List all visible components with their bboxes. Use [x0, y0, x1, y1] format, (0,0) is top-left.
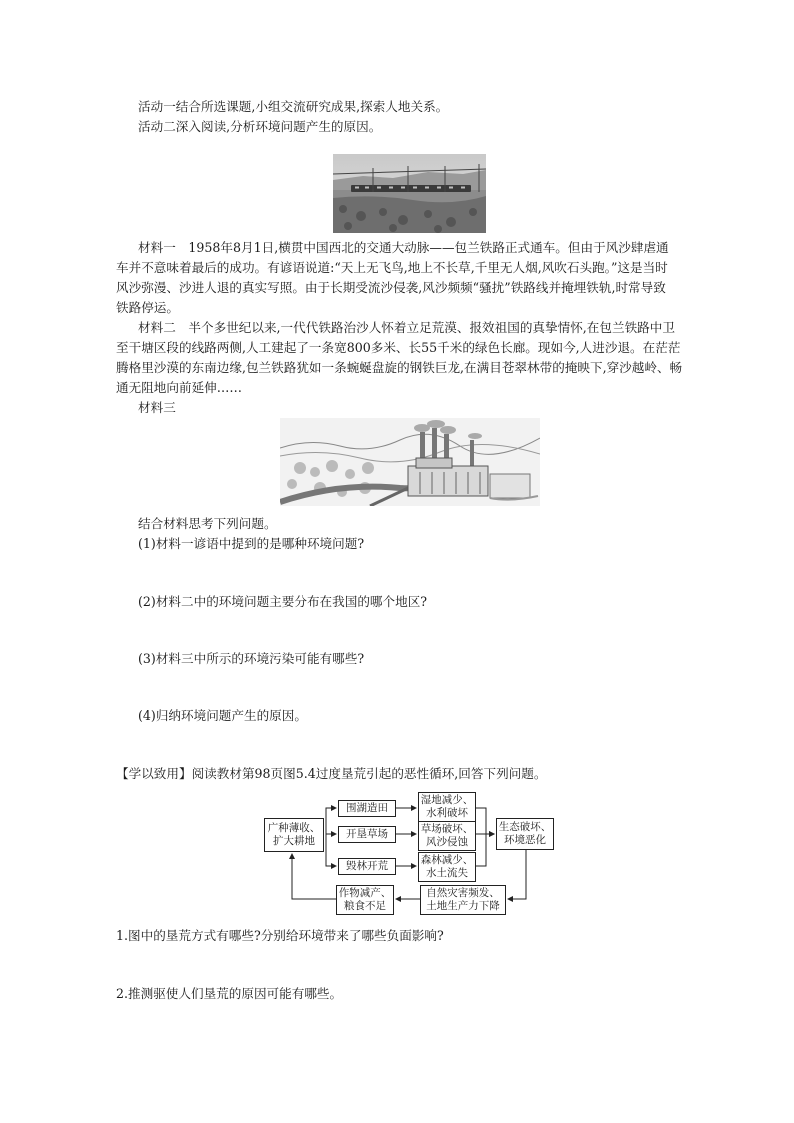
activity-2-text: 活动二深入阅读,分析环境问题产生的原因。 [138, 119, 382, 134]
material-2-line-3: 腾格里沙漠的东南边缘,包兰铁路犹如一条蜿蜒盘旋的钢铁巨龙,在满目苍翠林带的掩映下,穿沙越岭、畅 [116, 360, 683, 375]
question-3: (3)材料三中所示的环境污染可能有哪些? [138, 651, 365, 666]
material-1-line-4: 铁路停运。 [116, 300, 179, 315]
flow-impact-wetland-line-1: 湿地减少、 [420, 794, 474, 806]
flow-start-line-1: 广种薄收、 [267, 822, 321, 834]
factory-photo [280, 418, 540, 506]
flow-crop-box [336, 885, 394, 915]
flow-disaster-line-2: 土地生产力下降 [426, 900, 500, 912]
flow-crop-line-1: 作物减产、 [338, 887, 392, 899]
question-4: (4)归纳环境问题产生的原因。 [138, 708, 307, 723]
question-1: (1)材料一谚语中提到的是哪种环境问题? [138, 536, 365, 551]
flow-impact-forest-line-2: 水土流失 [426, 867, 468, 879]
material-2-line-2: 至干塘区段的线路两侧,人工建起了一条宽800多米、长55千米的绿色长廊。现如今,人进沙退。在茫茫 [116, 340, 681, 355]
flow-impact-grassland-line-1: 草场破坏、 [420, 823, 474, 835]
activity-1-text: 活动一结合所选课题,小组交流研究成果,探索人地关系。 [138, 99, 449, 114]
material-2-line-1: 材料二 半个多世纪以来,一代代铁路治沙人怀着立足荒漠、报效祖国的真挚情怀,在包兰铁路中卫 [138, 320, 675, 335]
material-1-line-3: 风沙弥漫、沙进人退的真实写照。由于长期受流沙侵袭,风沙频频“骚扰”铁路线并掩埋铁轨,时常导致 [116, 280, 666, 295]
material-2-line-4: 通无阻地向前延伸…… [116, 380, 242, 395]
flow-impact-forest-line-1: 森林减少、 [420, 854, 474, 866]
flowchart-arrows [256, 788, 556, 918]
material-1-line-2: 车并不意味着最后的成功。有谚语说道:“天上无飞鸟,地上不长草,千里无人烟,风吹石头跑。”这是当时 [116, 260, 668, 275]
flow-method-forest [338, 858, 396, 875]
flow-method-grassland-label: 开垦草场 [346, 828, 388, 840]
apply-question-2: 2.推测驱使人们垦荒的原因可能有哪些。 [116, 986, 343, 1001]
question-2: (2)材料二中的环境问题主要分布在我国的哪个地区? [138, 594, 428, 609]
flow-method-forest-label: 毁林开荒 [346, 860, 388, 872]
apply-question-1: 1.图中的垦荒方式有哪些?分别给环境带来了哪些负面影响? [116, 928, 444, 943]
factory-photo-drawing [280, 418, 540, 506]
flow-result-line-1: 生态破坏、 [498, 821, 552, 833]
flow-method-lake [338, 800, 396, 817]
flow-start-line-2: 扩大耕地 [273, 835, 315, 847]
material-1-line-1: 材料一 1958年8月1日,横贯中国西北的交通大动脉——包兰铁路正式通车。但由于风沙肆虐通 [138, 240, 669, 255]
flow-impact-grassland-line-2: 风沙侵蚀 [426, 836, 468, 848]
flow-disaster-line-1: 自然灾害频发、 [426, 887, 500, 899]
railway-photo-drawing [333, 154, 486, 233]
flow-result-box [496, 818, 554, 850]
reclamation-cycle-flowchart [256, 788, 556, 918]
flow-start-box [264, 818, 324, 852]
questions-intro: 结合材料思考下列问题。 [138, 516, 277, 531]
railway-photo [333, 154, 486, 233]
flow-impact-wetland-line-2: 水利破坏 [426, 807, 468, 819]
flow-crop-line-2: 粮食不足 [344, 900, 386, 912]
flow-result-line-2: 环境恶化 [504, 834, 546, 846]
flow-method-grassland [338, 826, 396, 843]
flow-impact-grassland [418, 821, 476, 851]
apply-heading: 【学以致用】阅读教材第98页图5.4过度垦荒引起的恶性循环,回答下列问题。 [116, 766, 547, 781]
flow-disaster-box [420, 885, 506, 915]
flow-method-lake-label: 围湖造田 [346, 802, 388, 814]
flow-impact-wetland [418, 792, 476, 822]
material-3-label: 材料三 [138, 400, 176, 415]
flow-impact-forest [418, 852, 476, 882]
